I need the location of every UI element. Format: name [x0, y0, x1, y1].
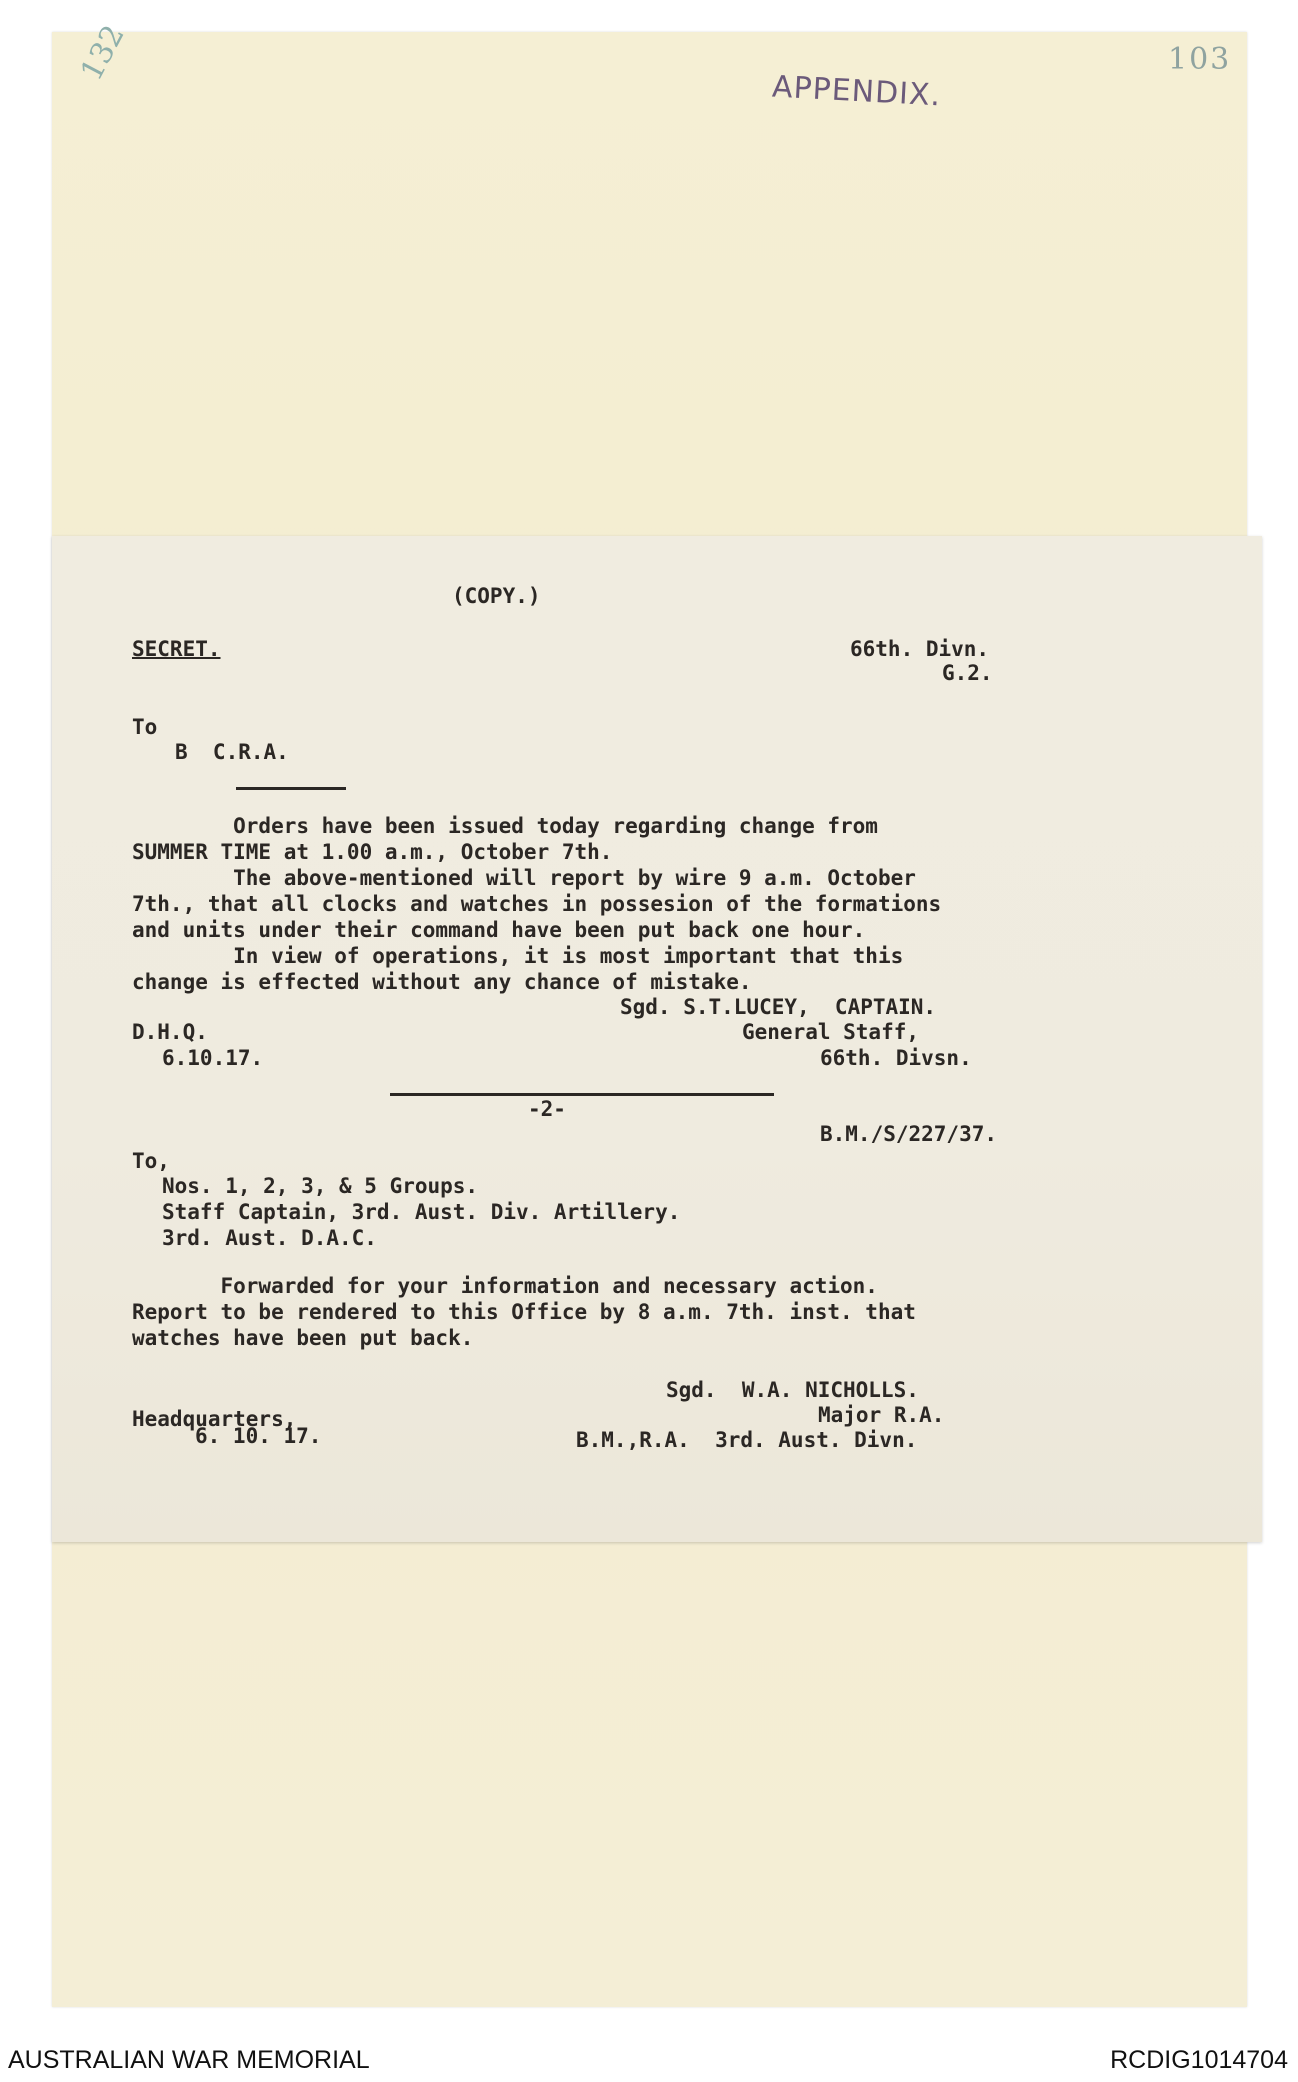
- body-line: SUMMER TIME at 1.00 a.m., October 7th.: [132, 840, 613, 864]
- footer-institution: AUSTRALIAN WAR MEMORIAL: [8, 2046, 370, 2074]
- body-line: watches have been put back.: [132, 1326, 474, 1350]
- body-line: 7th., that all clocks and watches in possesion of the formations: [132, 892, 942, 916]
- signature-post: B.M.,R.A. 3rd. Aust. Divn.: [576, 1428, 918, 1452]
- date-letter2: 6. 10. 17.: [195, 1424, 322, 1448]
- divider-short: [236, 787, 346, 790]
- signature-title-division: 66th. Divsn.: [820, 1046, 972, 1070]
- recipient: Nos. 1, 2, 3, & 5 Groups.: [162, 1174, 479, 1198]
- divider-long: [390, 1093, 774, 1096]
- to-addressee: B C.R.A.: [175, 740, 289, 764]
- folio-number-old: 132: [74, 19, 132, 87]
- body-line: Orders have been issued today regarding change from: [132, 814, 878, 838]
- letter1-body: [132, 813, 941, 995]
- place-dhq: D.H.Q.: [132, 1020, 208, 1044]
- appendix-stamp: APPENDIX.: [771, 69, 942, 114]
- signature-title-staff: General Staff,: [742, 1020, 920, 1044]
- signature-nicholls: Sgd. W.A. NICHOLLS.: [666, 1378, 919, 1402]
- letter2-body: [132, 1273, 916, 1351]
- body-line: The above-mentioned will report by wire 9 a.m. October: [132, 866, 916, 890]
- to-label: To: [132, 715, 158, 739]
- footer-record-id: RCDIG1014704: [1110, 2046, 1288, 2074]
- pasted-message-slip: [52, 536, 1262, 1542]
- copy-mark: (COPY.): [452, 584, 541, 608]
- signature-rank: Major R.A.: [818, 1403, 945, 1427]
- body-line: Forwarded for your information and necessary action.: [132, 1274, 878, 1298]
- body-line: In view of operations, it is most important that this: [132, 944, 904, 968]
- sender-branch: G.2.: [942, 661, 993, 685]
- page-marker: -2-: [528, 1097, 566, 1121]
- to-label-2: To,: [132, 1149, 170, 1173]
- recipient-list: [162, 1173, 680, 1251]
- body-line: change is effected without any chance of mistake.: [132, 970, 752, 994]
- body-line: Report to be rendered to this Office by 8 a.m. 7th. inst. that: [132, 1300, 916, 1324]
- recipient: Staff Captain, 3rd. Aust. Div. Artillery.: [162, 1200, 681, 1224]
- folio-number: 103: [1168, 42, 1232, 77]
- signature-lucey: Sgd. S.T.LUCEY, CAPTAIN.: [620, 995, 937, 1019]
- sender-division: 66th. Divn.: [850, 637, 990, 661]
- classification-secret: SECRET.: [132, 637, 221, 661]
- recipient: 3rd. Aust. D.A.C.: [162, 1226, 377, 1250]
- body-line: and units under their command have been put back one hour.: [132, 918, 866, 942]
- place-headquarters: Headquarters,: [132, 1407, 297, 1431]
- date-letter1: 6.10.17.: [162, 1046, 264, 1070]
- reference-number: B.M./S/227/37.: [820, 1122, 998, 1146]
